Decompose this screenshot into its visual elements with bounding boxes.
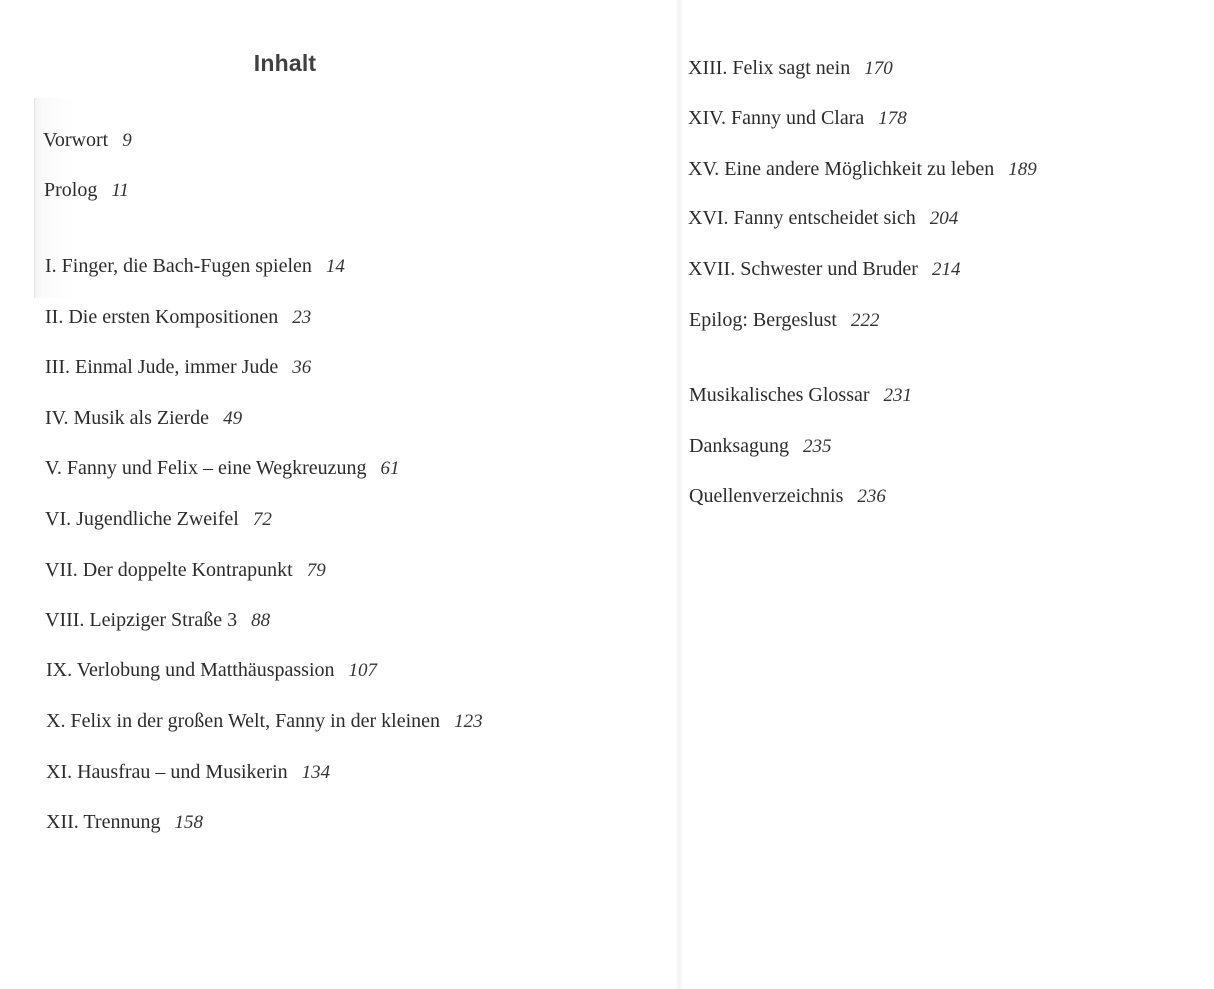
toc-entry-chapter-6 (45, 507, 272, 532)
toc-entry-title: XV. Eine andere Möglichkeit zu leben (688, 158, 995, 180)
toc-entry-page: 72 (252, 509, 272, 530)
toc-entry-title: Prolog (44, 179, 98, 201)
toc-entry-page: 235 (802, 436, 832, 457)
toc-entry-title: VII. Der doppelte Kontrapunkt (45, 559, 293, 581)
toc-entry-page: 170 (864, 58, 893, 79)
toc-entry-page: 88 (251, 610, 271, 631)
toc-entry-chapter-7 (45, 558, 326, 583)
toc-entry-page: 107 (348, 660, 377, 681)
toc-entry-epilog (689, 308, 879, 333)
toc-entry-title: XI. Hausfrau – und Musikerin (46, 761, 288, 783)
toc-entry-title: III. Einmal Jude, immer Jude (45, 356, 279, 378)
toc-entry-page: 214 (931, 259, 961, 280)
toc-entry-chapter-17 (688, 257, 960, 282)
toc-entry-title: XIII. Felix sagt nein (688, 57, 851, 79)
toc-entry-title: VIII. Leipziger Straße 3 (45, 609, 238, 631)
toc-entry-page: 204 (929, 208, 959, 229)
toc-entry-page: 123 (454, 711, 483, 732)
toc-entry-page: 61 (380, 458, 400, 479)
toc-entry-chapter-13 (688, 56, 893, 81)
toc-entry-chapter-12 (46, 810, 203, 835)
toc-entry-title: XVI. Fanny entscheidet sich (688, 207, 916, 229)
right-page (680, 0, 1214, 989)
toc-entry-chapter-15 (688, 157, 1037, 182)
toc-entry-title: IV. Musik als Zierde (45, 407, 210, 429)
toc-entry-title: V. Fanny und Felix – eine Wegkreuzung (45, 457, 367, 479)
toc-entry-chapter-10 (46, 709, 483, 734)
toc-entry-title: XIV. Fanny und Clara (688, 107, 865, 129)
toc-entry-title: Epilog: Bergeslust (689, 309, 837, 331)
toc-entry-chapter-2 (45, 305, 311, 330)
toc-entry-chapter-11 (46, 760, 330, 785)
toc-entry-page: 36 (292, 357, 312, 378)
toc-entry-chapter-3 (45, 355, 311, 380)
toc-entry-page: 14 (325, 256, 345, 277)
toc-entry-title: XII. Trennung (46, 811, 161, 833)
toc-entry-title: XVII. Schwester und Bruder (688, 258, 918, 280)
toc-entry-title: VI. Jugendliche Zweifel (45, 508, 239, 530)
toc-entry-page: 231 (883, 385, 913, 406)
toc-entry-title: Musikalisches Glossar (689, 384, 870, 406)
toc-entry-page: 9 (122, 130, 132, 151)
toc-entry-prolog (44, 178, 129, 203)
toc-entry-page: 178 (878, 108, 907, 129)
toc-entry-title: IX. Verlobung und Matthäuspassion (46, 659, 335, 681)
toc-entry-danksagung (689, 434, 831, 459)
toc-entry-page: 222 (850, 310, 880, 331)
toc-entry-page: 11 (111, 180, 129, 201)
toc-entry-title: I. Finger, die Bach-Fugen spielen (45, 255, 312, 277)
toc-entry-chapter-14 (688, 106, 907, 131)
toc-entry-vorwort (43, 128, 132, 153)
toc-entry-chapter-1 (45, 254, 345, 279)
toc-entry-quellenverzeichnis (689, 484, 886, 509)
page-title: Inhalt (253, 50, 317, 76)
toc-entry-chapter-4 (45, 406, 242, 431)
toc-entry-chapter-5 (45, 456, 400, 481)
toc-entry-title: Quellenverzeichnis (689, 485, 844, 507)
toc-entry-page: 79 (306, 560, 326, 581)
toc-entry-title: Danksagung (689, 435, 789, 457)
toc-entry-title: Vorwort (43, 129, 109, 151)
toc-entry-glossar (689, 383, 912, 408)
toc-entry-page: 49 (223, 408, 243, 429)
toc-entry-page: 236 (857, 486, 886, 507)
toc-entry-title: II. Die ersten Kompositionen (45, 306, 279, 328)
toc-entry-page: 23 (292, 307, 312, 328)
toc-entry-page: 158 (174, 812, 203, 833)
toc-entry-page: 134 (301, 762, 331, 783)
toc-entry-title: X. Felix in der großen Welt, Fanny in der kleinen (46, 710, 441, 732)
toc-entry-page: 189 (1008, 159, 1037, 180)
toc-entry-chapter-9 (46, 658, 377, 683)
toc-entry-chapter-16 (688, 206, 958, 231)
toc-entry-chapter-8 (45, 608, 270, 633)
